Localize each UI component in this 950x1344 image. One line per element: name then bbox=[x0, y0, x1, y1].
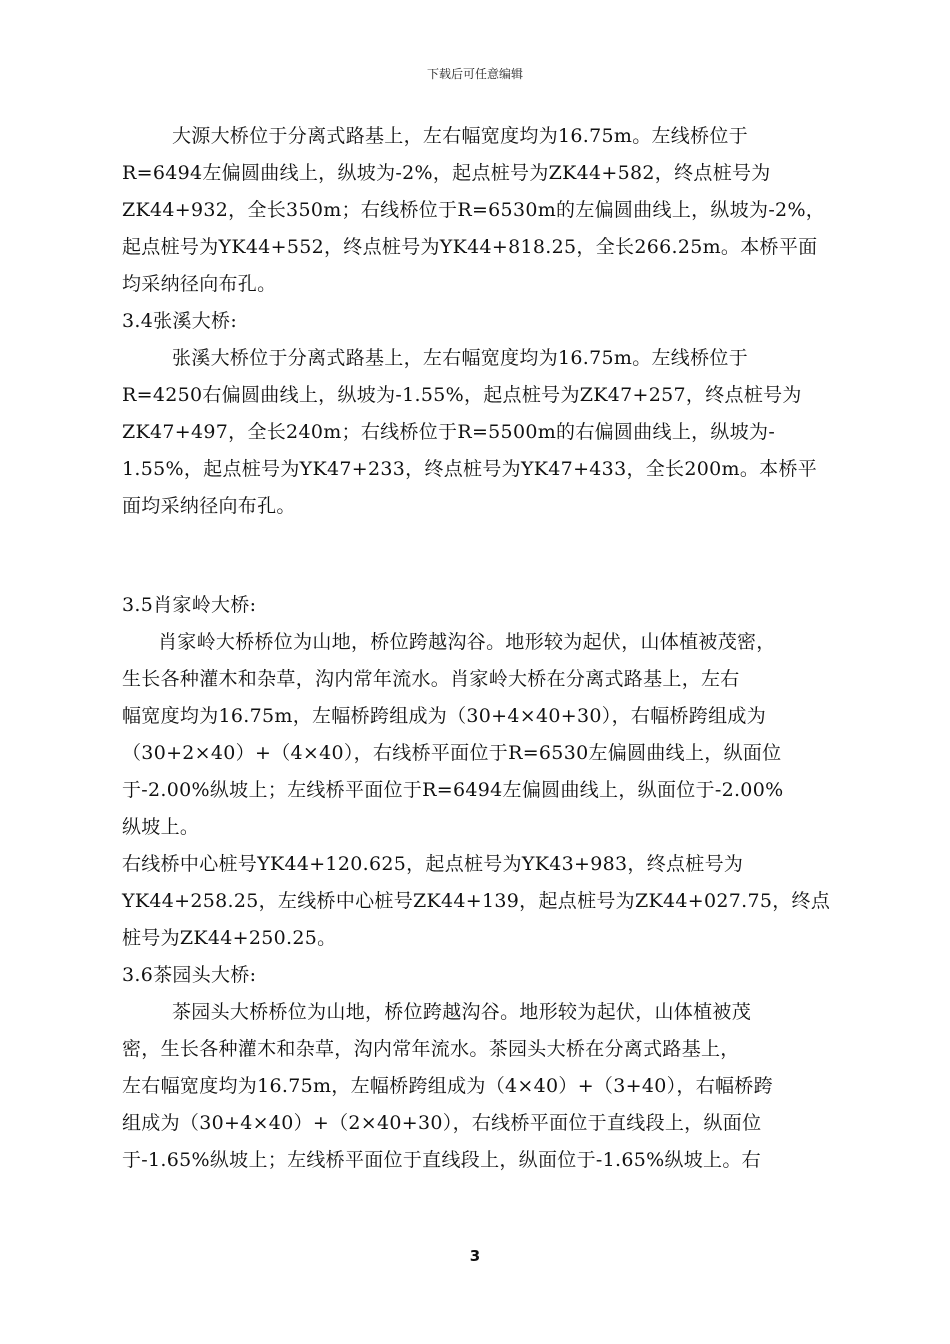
text-line: 生长各种灌木和杂草，沟内常年流水。肖家岭大桥在分离式路基上，左右 bbox=[122, 668, 740, 690]
text-line: 起点桩号为YK44+552，终点桩号为YK44+818.25，全长266.25m。本桥平面 bbox=[122, 236, 818, 258]
text-line: （30+2×40）+（4×40），右线桥平面位于R=6530左偏圆曲线上，纵面位 bbox=[122, 742, 782, 764]
text-line: R=6494左偏圆曲线上，纵坡为-2%，起点桩号为ZK44+582，终点桩号为 bbox=[122, 162, 771, 184]
text-line: 张溪大桥位于分离式路基上，左右幅宽度均为16.75m。左线桥位于 bbox=[172, 347, 749, 369]
page-number: 3 bbox=[469, 1247, 481, 1265]
text-line: 桩号为ZK44+250.25。 bbox=[122, 927, 337, 949]
section-heading-3-4: 3.4张溪大桥: bbox=[122, 310, 238, 332]
text-line: ZK44+932，全长350m；右线桥位于R=6530m的左偏圆曲线上，纵坡为-2%， bbox=[122, 199, 826, 221]
paragraph-chayuantou bbox=[122, 994, 862, 1179]
text-line: R=4250右偏圆曲线上，纵坡为-1.55%，起点桩号为ZK47+257，终点桩号为 bbox=[122, 384, 802, 406]
text-line: 于-1.65%纵坡上；左线桥平面位于直线段上，纵面位于-1.65%纵坡上。右 bbox=[122, 1149, 761, 1171]
paragraph-zhangxi bbox=[122, 340, 862, 525]
document-body bbox=[122, 118, 862, 1179]
text-line: 面均采纳径向布孔。 bbox=[122, 495, 296, 517]
section-heading-3-5: 3.5肖家岭大桥: bbox=[122, 594, 257, 616]
text-line: YK44+258.25，左线桥中心桩号ZK44+139，起点桩号为ZK44+027.75，终点 bbox=[122, 890, 831, 912]
text-line: 肖家岭大桥桥位为山地，桥位跨越沟谷。地形较为起伏，山体植被茂密， bbox=[158, 631, 776, 653]
text-line: 右线桥中心桩号YK44+120.625，起点桩号为YK43+983，终点桩号为 bbox=[122, 853, 744, 875]
text-line: 左右幅宽度均为16.75m，左幅桥跨组成为（4×40）+（3+40），右幅桥跨 bbox=[122, 1075, 773, 1097]
text-line: 密，生长各种灌木和杂草，沟内常年流水。茶园头大桥在分离式路基上， bbox=[122, 1038, 740, 1060]
text-line: ZK47+497，全长240m；右线桥位于R=5500m的右偏圆曲线上，纵坡为- bbox=[122, 421, 776, 443]
text-line: 茶园头大桥桥位为山地，桥位跨越沟谷。地形较为起伏，山体植被茂 bbox=[172, 1001, 752, 1023]
section-heading-3-6: 3.6茶园头大桥: bbox=[122, 964, 257, 986]
text-line: 组成为（30+4×40）+（2×40+30），右线桥平面位于直线段上，纵面位 bbox=[122, 1112, 762, 1134]
text-line: 1.55%，起点桩号为YK47+233，终点桩号为YK47+433，全长200m。本桥平 bbox=[122, 458, 818, 480]
text-line: 大源大桥位于分离式路基上，左右幅宽度均为16.75m。左线桥位于 bbox=[172, 125, 749, 147]
text-line: 于-2.00%纵坡上；左线桥平面位于R=6494左偏圆曲线上，纵面位于-2.00% bbox=[122, 779, 784, 801]
paragraph-xiaojialing bbox=[122, 624, 862, 957]
blank-gap bbox=[122, 525, 862, 587]
text-line: 均采纳径向布孔。 bbox=[122, 273, 277, 295]
text-line: 幅宽度均为16.75m，左幅桥跨组成为（30+4×40+30），右幅桥跨组成为 bbox=[122, 705, 766, 727]
paragraph-dayuan bbox=[122, 118, 862, 303]
text-line: 纵坡上。 bbox=[122, 816, 200, 838]
header-note: 下载后可任意编辑 bbox=[426, 67, 523, 81]
